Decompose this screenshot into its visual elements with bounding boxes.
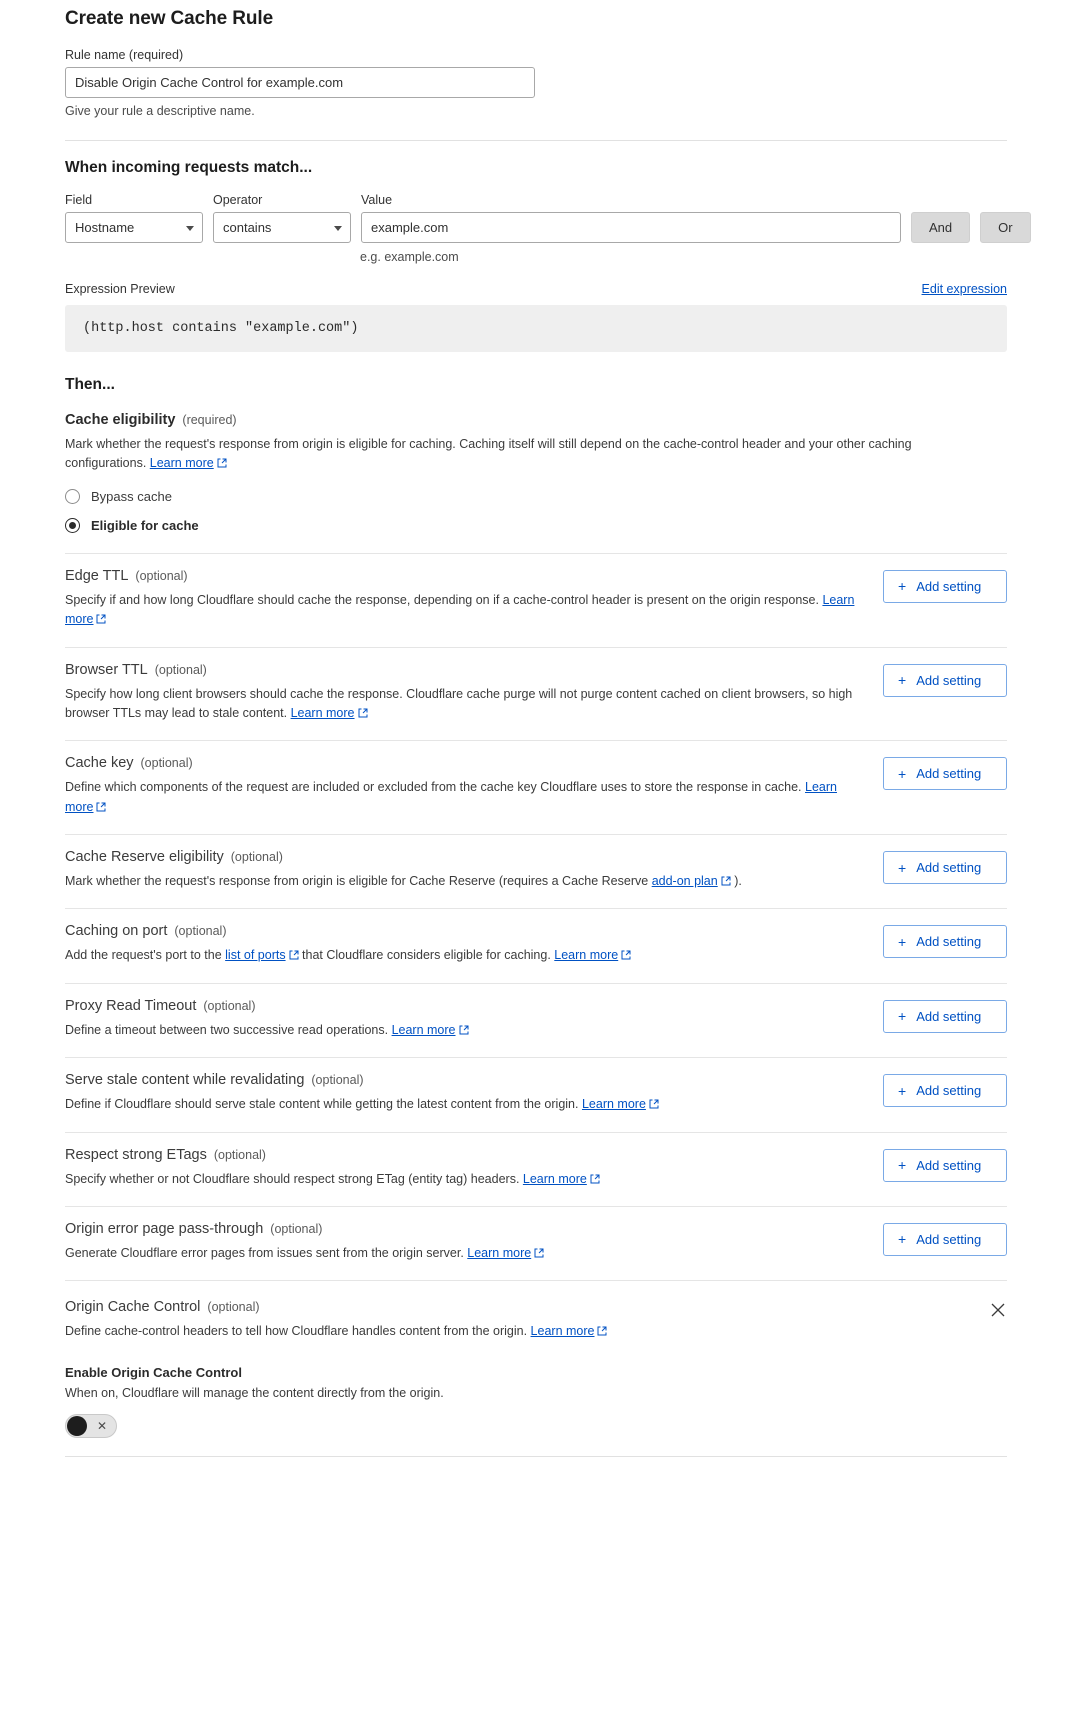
setting-name: Respect strong ETags	[65, 1146, 207, 1163]
radio-icon[interactable]	[65, 518, 80, 533]
plus-icon: +	[898, 933, 907, 950]
add-setting-label: Add setting	[916, 1157, 982, 1173]
plus-icon: +	[898, 1008, 907, 1025]
learn-more-link[interactable]: Learn more	[65, 780, 837, 814]
learn-more-link[interactable]: Learn more	[581, 1097, 646, 1112]
divider	[65, 834, 1007, 835]
setting-desc-text: Specify whether or not Cloudflare should respect strong ETag (entity tag) headers.	[65, 1171, 523, 1186]
plus-icon: +	[898, 1157, 907, 1173]
external-link-icon	[534, 1245, 544, 1264]
divider	[65, 1280, 1007, 1281]
setting-name: Origin Cache Control	[65, 1299, 201, 1316]
plus-icon: +	[898, 859, 907, 876]
operator-group	[213, 193, 351, 243]
learn-more-link[interactable]: Learn more	[65, 592, 855, 627]
learn-more-link[interactable]: Learn more	[290, 705, 355, 720]
add-setting-button[interactable]	[883, 757, 1007, 790]
external-link-icon	[649, 1096, 659, 1115]
divider	[65, 140, 1007, 141]
field-select[interactable]	[65, 212, 203, 243]
setting-origin-error-page-pass-through	[65, 1221, 1007, 1264]
value-group	[361, 193, 901, 243]
close-icon[interactable]	[989, 1301, 1007, 1319]
radio-icon[interactable]	[65, 489, 80, 504]
add-setting-button[interactable]	[883, 1074, 1007, 1107]
add-setting-label: Add setting	[916, 672, 982, 688]
external-link-icon	[289, 947, 299, 966]
expression-preview-label: Expression Preview	[65, 282, 175, 296]
divider	[65, 1132, 1007, 1133]
setting-desc-text: Add the request's port to the	[65, 948, 226, 963]
operator-label: Operator	[213, 193, 263, 207]
cache-eligibility-name: Cache eligibility	[65, 412, 176, 428]
setting-desc	[65, 1170, 863, 1190]
radio-bypass-cache-label: Bypass cache	[91, 488, 172, 504]
or-button[interactable]: Or	[980, 212, 1030, 243]
value-input[interactable]	[361, 212, 901, 243]
match-section-title: When incoming requests match...	[65, 159, 313, 176]
then-title: Then...	[65, 376, 115, 393]
add-setting-button[interactable]	[883, 851, 1007, 884]
setting-name: Cache Reserve eligibility	[65, 849, 224, 865]
radio-bypass-cache[interactable]	[65, 489, 1007, 504]
and-button[interactable]: And	[911, 212, 970, 243]
external-link-icon	[217, 455, 227, 474]
setting-optional-tag: (optional)	[213, 1147, 266, 1162]
setting-name: Serve stale content while revalidating	[65, 1072, 305, 1089]
setting-head	[65, 662, 863, 678]
add-setting-label: Add setting	[916, 1083, 982, 1099]
add-setting-button[interactable]	[883, 1149, 1007, 1182]
divider	[65, 1057, 1007, 1058]
learn-more-link[interactable]: Learn more	[467, 1245, 532, 1260]
learn-more-link[interactable]: Learn more	[391, 1022, 456, 1037]
divider	[65, 1456, 1007, 1457]
learn-more-link[interactable]: Learn more	[522, 1171, 587, 1186]
setting-optional-tag: (optional)	[135, 568, 188, 583]
divider	[65, 553, 1007, 554]
divider	[65, 647, 1007, 648]
setting-origin-cache-control	[65, 1299, 1007, 1437]
plus-icon: +	[898, 765, 907, 782]
setting-optional-tag: (optional)	[174, 924, 227, 939]
learn-more-link[interactable]: Learn more	[554, 948, 619, 963]
setting-head	[65, 998, 863, 1014]
add-setting-label: Add setting	[916, 934, 982, 950]
setting-desc-text: Specify how long client browsers should cache the response. Cloudflare cache purge will not purge content cached on client browsers, so high browser TTLs may lead to stale content.	[65, 686, 853, 720]
setting-optional-tag: (optional)	[270, 1221, 323, 1236]
setting-head	[65, 1072, 863, 1088]
external-link-icon	[721, 873, 731, 892]
setting-desc	[65, 946, 863, 966]
setting-desc-text: Define cache-control headers to tell how Cloudflare handles content from the origin.	[65, 1324, 531, 1339]
external-link-icon	[96, 799, 106, 818]
setting-desc-text-2: that Cloudflare considers eligible for caching.	[298, 948, 555, 963]
setting-desc-text: Define if Cloudflare should serve stale content while getting the latest content from the origin.	[65, 1097, 582, 1112]
toggle-knob	[67, 1416, 87, 1436]
setting-optional-tag: (optional)	[154, 662, 207, 677]
setting-head	[65, 1221, 863, 1237]
setting-name: Origin error page pass-through	[65, 1220, 264, 1237]
cache-eligibility-desc-text: Mark whether the request's response from origin is eligible for caching. Caching itself will still depend on the cache-control header and your other caching configurations.	[65, 437, 912, 471]
cache-eligibility-required-tag: (required)	[182, 413, 237, 427]
or-button-group	[980, 193, 1030, 243]
add-setting-label: Add setting	[916, 1231, 982, 1247]
external-link-icon	[358, 705, 368, 724]
external-link-icon	[459, 1022, 469, 1041]
list-of-ports-link[interactable]: list of ports	[225, 948, 286, 963]
add-setting-label: Add setting	[916, 860, 982, 875]
setting-desc	[65, 778, 863, 818]
setting-desc-text: Specify if and how long Cloudflare should cache the response, depending on if a cache-control header is present on the origin response.	[65, 592, 823, 607]
setting-name: Edge TTL	[65, 567, 129, 584]
page-title: Create new Cache Rule	[65, 8, 274, 29]
setting-desc	[65, 1095, 863, 1115]
setting-head	[65, 849, 863, 865]
match-row	[65, 193, 1013, 243]
rule-name-group	[65, 48, 1007, 118]
setting-desc	[65, 1244, 863, 1264]
setting-optional-tag: (optional)	[140, 756, 193, 771]
add-setting-button[interactable]	[883, 925, 1007, 958]
divider	[65, 983, 1007, 984]
setting-name: Cache key	[65, 755, 134, 772]
setting-cache-reserve-eligibility	[65, 849, 1007, 892]
toggle-off-icon: ✕	[96, 1418, 107, 1433]
field-label: Field	[65, 193, 93, 207]
add-setting-label: Add setting	[916, 766, 982, 782]
setting-edge-ttl	[65, 568, 1007, 631]
rule-name-input[interactable]	[65, 67, 535, 98]
setting-optional-tag: (optional)	[311, 1073, 364, 1088]
enable-origin-cache-control-desc: When on, Cloudflare will manage the content directly from the origin.	[65, 1385, 444, 1400]
radio-eligible-for-cache[interactable]	[65, 518, 1007, 533]
external-link-icon	[597, 1323, 607, 1342]
setting-head	[65, 755, 863, 771]
setting-desc	[65, 591, 863, 631]
radio-eligible-for-cache-label: Eligible for cache	[91, 517, 199, 533]
add-on-plan-link[interactable]: add-on plan	[651, 874, 718, 888]
setting-head	[65, 568, 863, 584]
divider	[65, 1206, 1007, 1207]
setting-cache-key	[65, 755, 1007, 818]
setting-desc-text-2: ).	[730, 874, 742, 888]
external-link-icon	[621, 947, 631, 966]
plus-icon: +	[898, 1231, 907, 1248]
edit-expression-link[interactable]: Edit expression	[921, 282, 1007, 296]
operator-select[interactable]	[213, 212, 351, 243]
setting-head	[65, 1147, 863, 1163]
rule-name-help: Give your rule a descriptive name.	[65, 104, 255, 118]
external-link-icon	[590, 1171, 600, 1190]
divider	[65, 740, 1007, 741]
setting-name: Browser TTL	[65, 661, 148, 678]
expression-preview-box: (http.host contains "example.com")	[65, 305, 1007, 352]
create-cache-rule-page	[0, 8, 1072, 1457]
setting-desc-text: Mark whether the request's response from origin is eligible for Cache Reserve (requires a Cache Reserve	[65, 874, 652, 888]
learn-more-link[interactable]: Learn more	[530, 1324, 595, 1339]
value-hint: e.g. example.com	[360, 250, 459, 264]
setting-desc-text: Define which components of the request are included or excluded from the cache key Cloudflare uses to store the response in cache.	[65, 780, 806, 795]
setting-optional-tag: (optional)	[203, 998, 256, 1013]
cache-eligibility-head	[65, 412, 1007, 428]
and-button-group	[911, 193, 970, 243]
external-link-icon	[96, 611, 106, 630]
add-setting-label: Add setting	[916, 578, 982, 594]
plus-icon: +	[898, 578, 907, 595]
field-group	[65, 193, 203, 243]
enable-origin-cache-control-toggle[interactable]	[65, 1414, 117, 1438]
setting-name: Caching on port	[65, 923, 168, 940]
setting-head	[65, 1299, 1007, 1315]
setting-name: Proxy Read Timeout	[65, 997, 197, 1014]
learn-more-link[interactable]: Learn more	[149, 456, 214, 471]
setting-browser-ttl	[65, 662, 1007, 725]
setting-proxy-read-timeout	[65, 998, 1007, 1041]
setting-desc	[65, 872, 863, 892]
add-setting-button[interactable]	[883, 570, 1007, 603]
setting-desc	[65, 1021, 863, 1041]
setting-serve-stale-content	[65, 1072, 1007, 1115]
setting-respect-strong-etags	[65, 1147, 1007, 1190]
add-setting-button[interactable]	[883, 664, 1007, 697]
plus-icon: +	[898, 672, 907, 688]
value-label: Value	[361, 193, 393, 207]
setting-head	[65, 923, 863, 939]
setting-desc-text: Define a timeout between two successive read operations.	[65, 1022, 392, 1037]
setting-desc	[65, 685, 863, 725]
add-setting-label: Add setting	[916, 1008, 982, 1024]
cache-eligibility-desc	[65, 435, 990, 475]
divider	[65, 908, 1007, 909]
add-setting-button[interactable]	[883, 1000, 1007, 1033]
plus-icon: +	[898, 1082, 907, 1099]
setting-desc	[65, 1322, 990, 1342]
setting-desc-text: Generate Cloudflare error pages from issues sent from the origin server.	[65, 1245, 468, 1260]
setting-optional-tag: (optional)	[230, 850, 283, 864]
cache-eligibility-block	[65, 412, 1007, 533]
setting-optional-tag: (optional)	[207, 1300, 260, 1315]
expression-header	[65, 282, 1007, 296]
rule-name-label: Rule name (required)	[65, 48, 184, 62]
enable-origin-cache-control-label: Enable Origin Cache Control	[65, 1364, 242, 1380]
setting-caching-on-port	[65, 923, 1007, 966]
add-setting-button[interactable]	[883, 1223, 1007, 1256]
